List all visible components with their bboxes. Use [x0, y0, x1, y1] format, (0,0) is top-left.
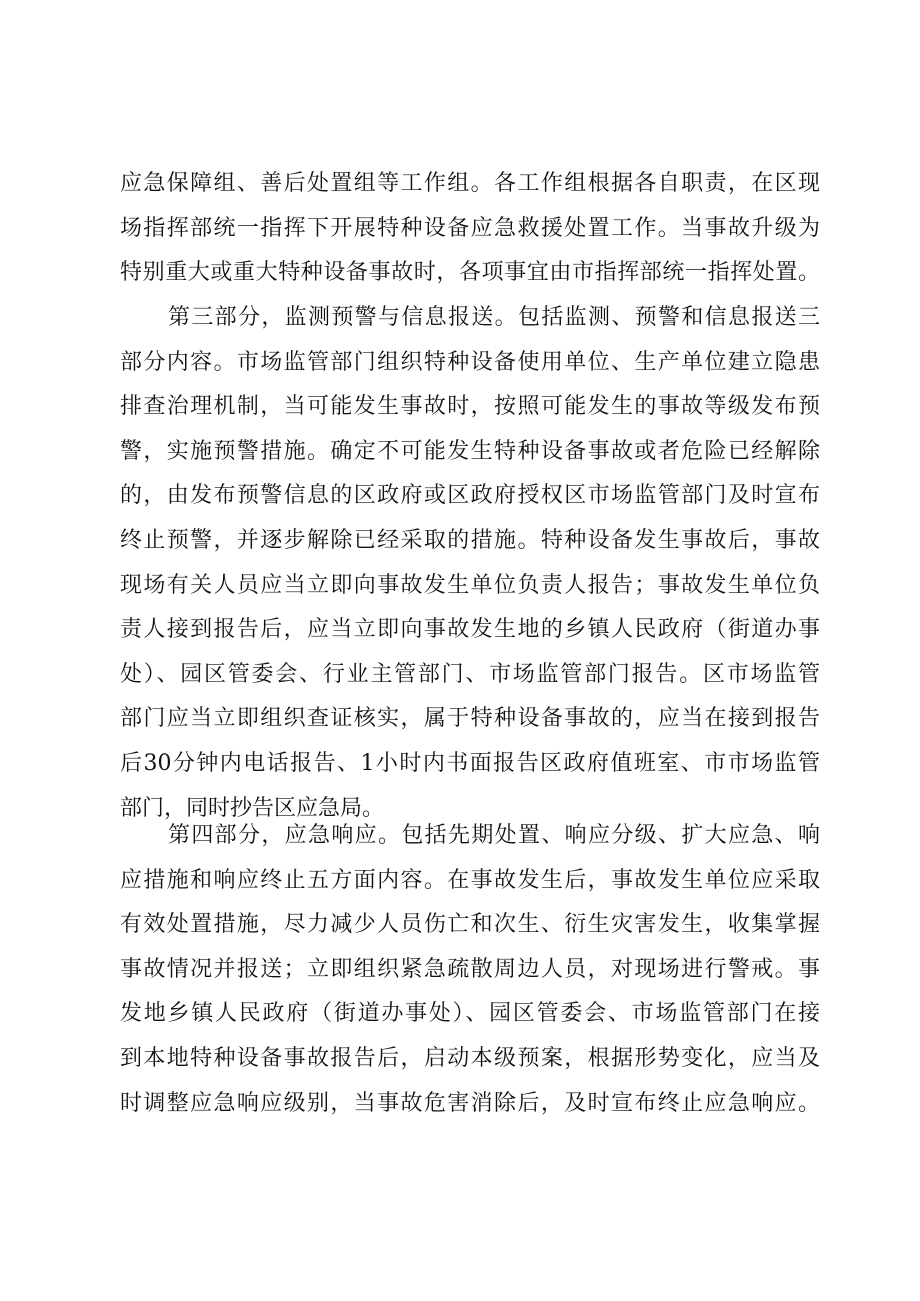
paragraph-3-line-3: 有效处置措施，尽力减少人员伤亡和次生、衍生灾害发生，收集掌握: [120, 912, 820, 938]
paragraph-2-line-8: 责人接到报告后，应当立即向事故发生地的乡镇人民政府（街道办事: [120, 617, 820, 643]
paragraph-2-line-10: 部门应当立即组织查证核实，属于特种设备事故的，应当在接到报告: [120, 706, 820, 732]
paragraph-3-line-6: 到本地特种设备事故报告后，启动本级预案，根据形势变化，应当及: [120, 1045, 820, 1071]
paragraph-3-line-5: 发地乡镇人民政府（街道办事处）、园区管委会、市场监管部门在接: [120, 1001, 820, 1027]
paragraph-1-line-1: 应急保障组、善后处置组等工作组。各工作组根据各自职责，在区现: [120, 171, 820, 196]
paragraph-1: [120, 162, 820, 296]
paragraph-3: [120, 814, 820, 1126]
paragraph-2-line-5: 的，由发布预警信息的区政府或区政府授权区市场监管部门及时宣布: [120, 483, 820, 509]
paragraph-2: [120, 296, 820, 831]
paragraph-2-line-2: 部分内容。市场监管部门组织特种设备使用单位、生产单位建立隐患: [120, 349, 820, 375]
paragraph-3-line-1: 第四部分，应急响应。包括先期处置、响应分级、扩大应急、响: [168, 823, 820, 848]
paragraph-3-line-4: 事故情况并报送；立即组织紧急疏散周边人员，对现场进行警戒。事: [120, 956, 820, 982]
paragraph-2-line-1: 第三部分，监测预警与信息报送。包括监测、预警和信息报送三: [168, 305, 820, 330]
paragraph-1-line-2: 场指挥部统一指挥下开展特种设备应急救援处置工作。当事故升级为: [120, 215, 820, 241]
paragraph-3-line-7: 时调整应急响应级别，当事故危害消除后，及时宣布终止应急响应。: [120, 1090, 820, 1116]
paragraph-2-line-7: 现场有关人员应当立即向事故发生单位负责人报告；事故发生单位负: [120, 572, 820, 598]
paragraph-2-line-6: 终止预警，并逐步解除已经采取的措施。特种设备发生事故后，事故: [120, 527, 820, 553]
paragraph-1-line-3: 特别重大或重大特种设备事故时，各项事宜由市指挥部统一指挥处置。: [120, 260, 820, 286]
paragraph-2-line-9: 处）、园区管委会、行业主管部门、市场监管部门报告。区市场监管: [120, 661, 820, 687]
paragraph-2-line-3: 排查治理机制，当可能发生事故时，按照可能发生的事故等级发布预: [120, 394, 820, 420]
paragraph-2-line-11: 后30分钟内电话报告、1小时内书面报告区政府值班室、市市场监管: [120, 750, 820, 776]
paragraph-2-line-12: 部门，同时抄告区应急局。: [120, 795, 385, 821]
paragraph-2-line-4: 警，实施预警措施。确定不可能发生特种设备事故或者危险已经解除: [120, 438, 820, 464]
paragraph-3-line-2: 应措施和响应终止五方面内容。在事故发生后，事故发生单位应采取: [120, 867, 820, 893]
